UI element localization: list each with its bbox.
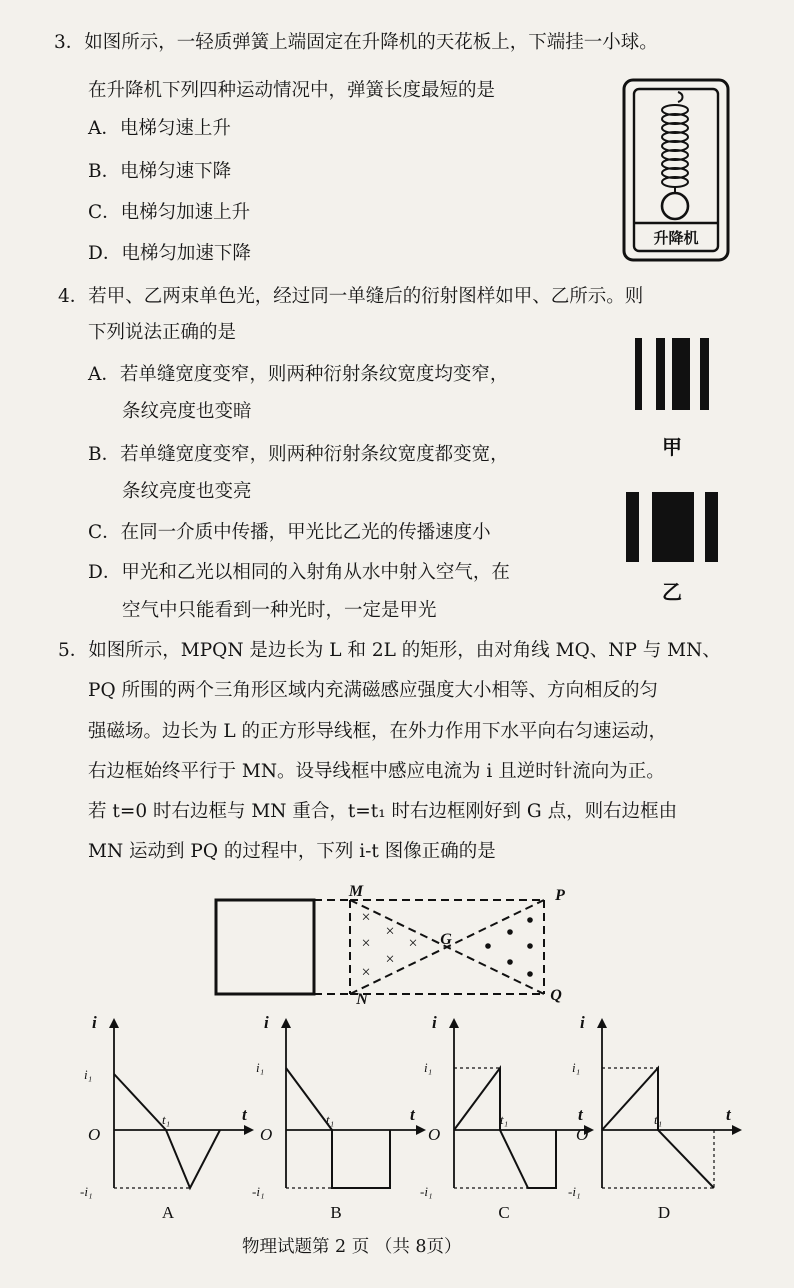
elevator-figure (618, 76, 734, 264)
i-axis-arrow-icon (449, 1018, 459, 1028)
q4-option-d-line-1: D．甲光和乙光以相同的入射角从水中射入空气，在 (88, 562, 510, 583)
graph-d (566, 1012, 746, 1224)
t1-label: t₁ (326, 1112, 335, 1127)
q3-stem-line-1: 3．如图所示，一轻质弹簧上端固定在升降机的天花板上，下端挂一小球。 (54, 32, 658, 53)
graph-b-curve (286, 1068, 390, 1188)
q3-option-c: C．电梯匀加速上升 (88, 202, 251, 223)
spring-hook (678, 92, 683, 102)
neg-i1-label: -i₁ (420, 1184, 433, 1199)
i-axis-label: i (580, 1013, 585, 1032)
point-q: Q (550, 987, 562, 1004)
page-footer: 物理试题第 2 页 （共 8页） (242, 1237, 462, 1257)
neg-i1-label: -i₁ (568, 1184, 581, 1199)
t-axis-label: t (578, 1105, 583, 1124)
graph-c-curve (454, 1068, 556, 1188)
svg-text:×: × (385, 923, 395, 940)
origin-label: O (260, 1125, 273, 1144)
point-n: N (356, 991, 368, 1004)
q3-option-b: B．电梯匀速下降 (88, 161, 232, 182)
i-axis-label: i (92, 1013, 97, 1032)
q4-option-a-line-2: 条纹亮度也变暗 (122, 401, 252, 422)
i1-label: i₁ (572, 1060, 581, 1075)
elevator-label: 升降机 (653, 231, 699, 247)
i1-label: i₁ (424, 1060, 433, 1075)
graph-c-label: C (498, 1203, 510, 1222)
i-axis-label: i (432, 1013, 437, 1032)
t1-label: t₁ (654, 1112, 663, 1127)
graph-d-curve (602, 1068, 714, 1188)
graph-b (250, 1012, 433, 1224)
graph-b-label: B (330, 1203, 342, 1222)
svg-text:×: × (408, 935, 418, 952)
graph-a-curve (114, 1074, 220, 1188)
i-axis-arrow-icon (109, 1018, 119, 1028)
q5-line-6: MN 运动到 PQ 的过程中，下列 i-t 图像正确的是 (88, 841, 496, 862)
q5-line-3: 强磁场。边长为 L 的正方形导线框，在外力作用下水平向右匀速运动， (88, 721, 668, 742)
label-yi: 乙 (662, 582, 682, 604)
q5-line-2: PQ 所围的两个三角形区域内充满磁感应强度大小相等、方向相反的匀 (88, 680, 658, 701)
t-axis-arrow-icon (732, 1125, 742, 1135)
svg-text:×: × (361, 909, 371, 926)
graph-a (78, 1012, 258, 1224)
point-g: G (440, 931, 452, 948)
q4-option-b-line-2: 条纹亮度也变亮 (122, 481, 252, 502)
magnetic-field-diagram (200, 878, 580, 1004)
q5-line-5: 若 t=0 时右边框与 MN 重合，t=t₁ 时右边框刚好到 G 点，则右边框由 (88, 801, 678, 822)
i-axis-arrow-icon (281, 1018, 291, 1028)
q4-option-c: C．在同一介质中传播，甲光比乙光的传播速度小 (88, 522, 491, 543)
q5-line-4: 右边框始终平行于 MN。设导线框中感应电流为 i 且逆时针流向为正。 (88, 761, 665, 782)
q3-option-d: D．电梯匀加速下降 (88, 243, 251, 264)
point-p: P (555, 887, 565, 904)
label-jia: 甲 (662, 437, 682, 459)
point-m: M (348, 883, 364, 900)
t-axis-label: t (410, 1105, 415, 1124)
dashed-lines (314, 900, 544, 994)
t1-label: t₁ (162, 1112, 171, 1127)
t1-label: t₁ (500, 1112, 509, 1127)
graph-d-label: D (657, 1203, 671, 1222)
i1-label: i₁ (256, 1060, 265, 1075)
pattern-yi (626, 492, 718, 562)
origin-label: O (428, 1125, 441, 1144)
q4-stem-line-1: 4．若甲、乙两束单色光，经过同一单缝后的衍射图样如甲、乙所示。则 (58, 286, 644, 307)
ball (662, 193, 688, 219)
svg-text:×: × (361, 964, 371, 981)
svg-text:×: × (361, 935, 371, 952)
graph-a-label: A (161, 1203, 175, 1222)
q4-option-d-line-2: 空气中只能看到一种光时，一定是甲光 (122, 600, 437, 621)
pattern-jia (635, 338, 709, 410)
origin-label: O (576, 1125, 589, 1144)
q4-option-a-line-1: A．若单缝宽度变窄，则两种衍射条纹宽度均变窄， (88, 364, 509, 385)
i-axis-label: i (264, 1013, 269, 1032)
q4-stem-line-2: 下列说法正确的是 (88, 322, 237, 343)
spring-coil (662, 105, 688, 187)
diffraction-patterns (626, 332, 726, 612)
neg-i1-label: -i₁ (80, 1184, 93, 1199)
svg-text:×: × (385, 951, 395, 968)
q3-stem-line-2: 在升降机下列四种运动情况中，弹簧长度最短的是 (88, 80, 496, 101)
origin-label: O (88, 1125, 101, 1144)
t-axis-label: t (242, 1105, 247, 1124)
square-wire-frame (216, 900, 314, 994)
neg-i1-label: -i₁ (252, 1184, 265, 1199)
q3-option-a: A．电梯匀速上升 (88, 118, 231, 139)
i1-label: i₁ (84, 1067, 93, 1082)
q4-option-b-line-1: B．若单缝宽度变窄，则两种衍射条纹宽度都变宽， (88, 444, 509, 465)
t-axis-label: t (726, 1105, 731, 1124)
i-axis-arrow-icon (597, 1018, 607, 1028)
q5-line-1: 5．如图所示，MPQN 是边长为 L 和 2L 的矩形，由对角线 MQ、NP 与 MN、 (58, 640, 721, 661)
